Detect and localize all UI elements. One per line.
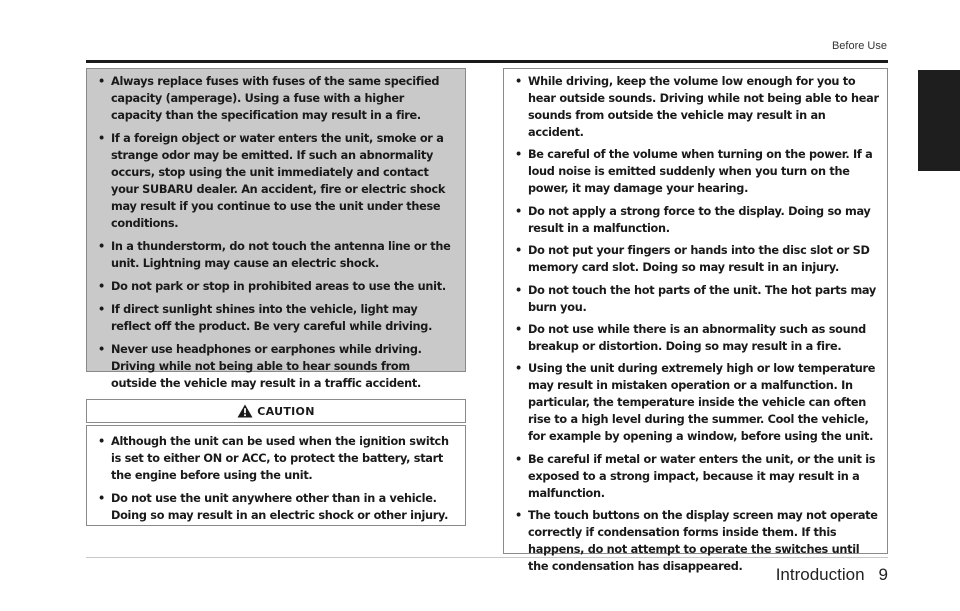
- list-item: • Do not use the unit anywhere other than in a vehicle. Doing so may result in an electric shock or other injury.: [98, 492, 449, 522]
- list-item: • Do not park or stop in prohibited areas to use the unit.: [98, 280, 446, 293]
- right-item-text: Do not apply a strong force to the display. Doing so may result in a malfunction.: [528, 204, 871, 235]
- list-item: • The touch buttons on the display screen may not operate correctly if condensation forms inside them. If this happens, do not attempt to operate the switches until the condensation has disappeared.: [515, 509, 878, 574]
- warning-item-text: In a thunderstorm, do not touch the antenna line or the unit. Lightning may cause an electric shock.: [111, 240, 451, 270]
- right-warning-box: [503, 68, 888, 574]
- list-item: • Be careful if metal or water enters the unit, or the unit is exposed to a strong impact, because it may result in a malfunction.: [515, 452, 876, 500]
- list-item: • Always replace fuses with fuses of the same specified capacity (amperage). Using a fuse with a higher capacity than the specification may result in a fire.: [98, 75, 440, 122]
- caution-item-text: Do not use the unit anywhere other than in a vehicle. Doing so may result in an electric shock or other injury.: [111, 492, 449, 522]
- right-item-text: The touch buttons on the display screen may not operate correctly if condensation forms inside them. If this happens, do not attempt to operate the switches until the condensation has disappeared.: [528, 509, 878, 574]
- right-item-text: Using the unit during extremely high or low temperature may result in mistaken operation or a malfunction. In particular, the temperature inside the vehicle can often rise to a high level during the summer. Cool the vehicle, for example by opening a window, before using the unit.: [528, 362, 876, 444]
- chapter-thumb-tab: [918, 70, 960, 171]
- warning-triangle-icon: [237, 404, 253, 418]
- warning-box: [86, 68, 466, 390]
- list-item: • If a foreign object or water enters the unit, smoke or a strange odor may be emitted. If such an abnormality occurs, stop using the unit immediately and contact your SUBARU dealer. An accident, fire or electric shock may result if you continue to use the unit under these conditions.: [98, 132, 446, 230]
- list-item: • Using the unit during extremely high or low temperature may result in mistaken operation or a malfunction. In particular, the temperature inside the vehicle can often rise to a high level during the summer. Cool the vehicle, for example by opening a window, before using the unit.: [515, 362, 876, 444]
- list-item: • In a thunderstorm, do not touch the antenna line or the unit. Lightning may cause an electric shock.: [98, 240, 451, 270]
- warning-item-text: Do not park or stop in prohibited areas to use the unit.: [111, 280, 446, 293]
- warning-list: [87, 69, 465, 392]
- list-item: • Although the unit can be used when the ignition switch is set to either ON or ACC, to protect the battery, start the engine before using the unit.: [98, 435, 449, 482]
- caution-title: CAUTION: [257, 404, 315, 418]
- warning-item-text: Never use headphones or earphones while driving. Driving while not being able to hear sounds from outside the vehicle may result in a traffic accident.: [111, 343, 422, 390]
- warning-item-text: If a foreign object or water enters the unit, smoke or a strange odor may be emitted. If such an abnormality occurs, stop using the unit immediately and contact your SUBARU dealer. An accident, fire or electric shock may result if you continue to use the unit under these conditions.: [111, 132, 446, 230]
- caution-box: [86, 425, 466, 526]
- list-item: • Do not use while there is an abnormality such as sound breakup or distortion. Doing so may result in a fire.: [515, 322, 866, 353]
- right-item-text: While driving, keep the volume low enough for you to hear outside sounds. Driving while not being able to hear sounds from outside the vehicle may result in an accident.: [528, 75, 879, 139]
- list-item: • Never use headphones or earphones while driving. Driving while not being able to hear sounds from outside the vehicle may result in a traffic accident.: [98, 343, 422, 390]
- list-item: • Do not touch the hot parts of the unit. The hot parts may burn you.: [515, 283, 876, 314]
- caution-list: [87, 426, 465, 524]
- right-item-text: Be careful of the volume when turning on the power. If a loud noise is emitted suddenly when you turn on the power, it may damage your hearing.: [528, 148, 873, 196]
- warning-item-text: Always replace fuses with fuses of the same specified capacity (amperage). Using a fuse with a higher capacity than the specification may result in a fire.: [111, 75, 440, 122]
- right-item-text: Do not put your fingers or hands into the disc slot or SD memory card slot. Doing so may result in an injury.: [528, 244, 870, 275]
- right-item-text: Do not touch the hot parts of the unit. The hot parts may burn you.: [528, 283, 876, 314]
- section-title: Before Use: [831, 40, 887, 52]
- warning-item-text: If direct sunlight shines into the vehicle, light may reflect off the product. Be very careful while driving.: [111, 303, 433, 333]
- right-item-text: Do not use while there is an abnormality such as sound breakup or distortion. Doing so may result in a fire.: [528, 322, 866, 353]
- right-warning-list: [504, 69, 887, 575]
- list-item: • While driving, keep the volume low enough for you to hear outside sounds. Driving while not being able to hear sounds from outside the vehicle may result in an accident.: [515, 75, 879, 139]
- list-item: • Do not apply a strong force to the display. Doing so may result in a malfunction.: [515, 204, 871, 235]
- list-item: • Do not put your fingers or hands into the disc slot or SD memory card slot. Doing so may result in an injury.: [515, 244, 870, 275]
- header-rule: [86, 60, 888, 63]
- chapter-name: Introduction: [775, 565, 865, 584]
- caution-item-text: Although the unit can be used when the ignition switch is set to either ON or ACC, to protect the battery, start the engine before using the unit.: [111, 435, 449, 482]
- footer-rule: [86, 557, 888, 558]
- caution-header: [86, 399, 466, 423]
- page-number: 9: [878, 565, 888, 584]
- right-item-text: Be careful if metal or water enters the unit, or the unit is exposed to a strong impact, because it may result in a malfunction.: [528, 452, 876, 500]
- list-item: • Be careful of the volume when turning on the power. If a loud noise is emitted suddenly when you turn on the power, it may damage your hearing.: [515, 148, 873, 196]
- page-footer: [776, 565, 888, 585]
- list-item: • If direct sunlight shines into the vehicle, light may reflect off the product. Be very careful while driving.: [98, 303, 433, 333]
